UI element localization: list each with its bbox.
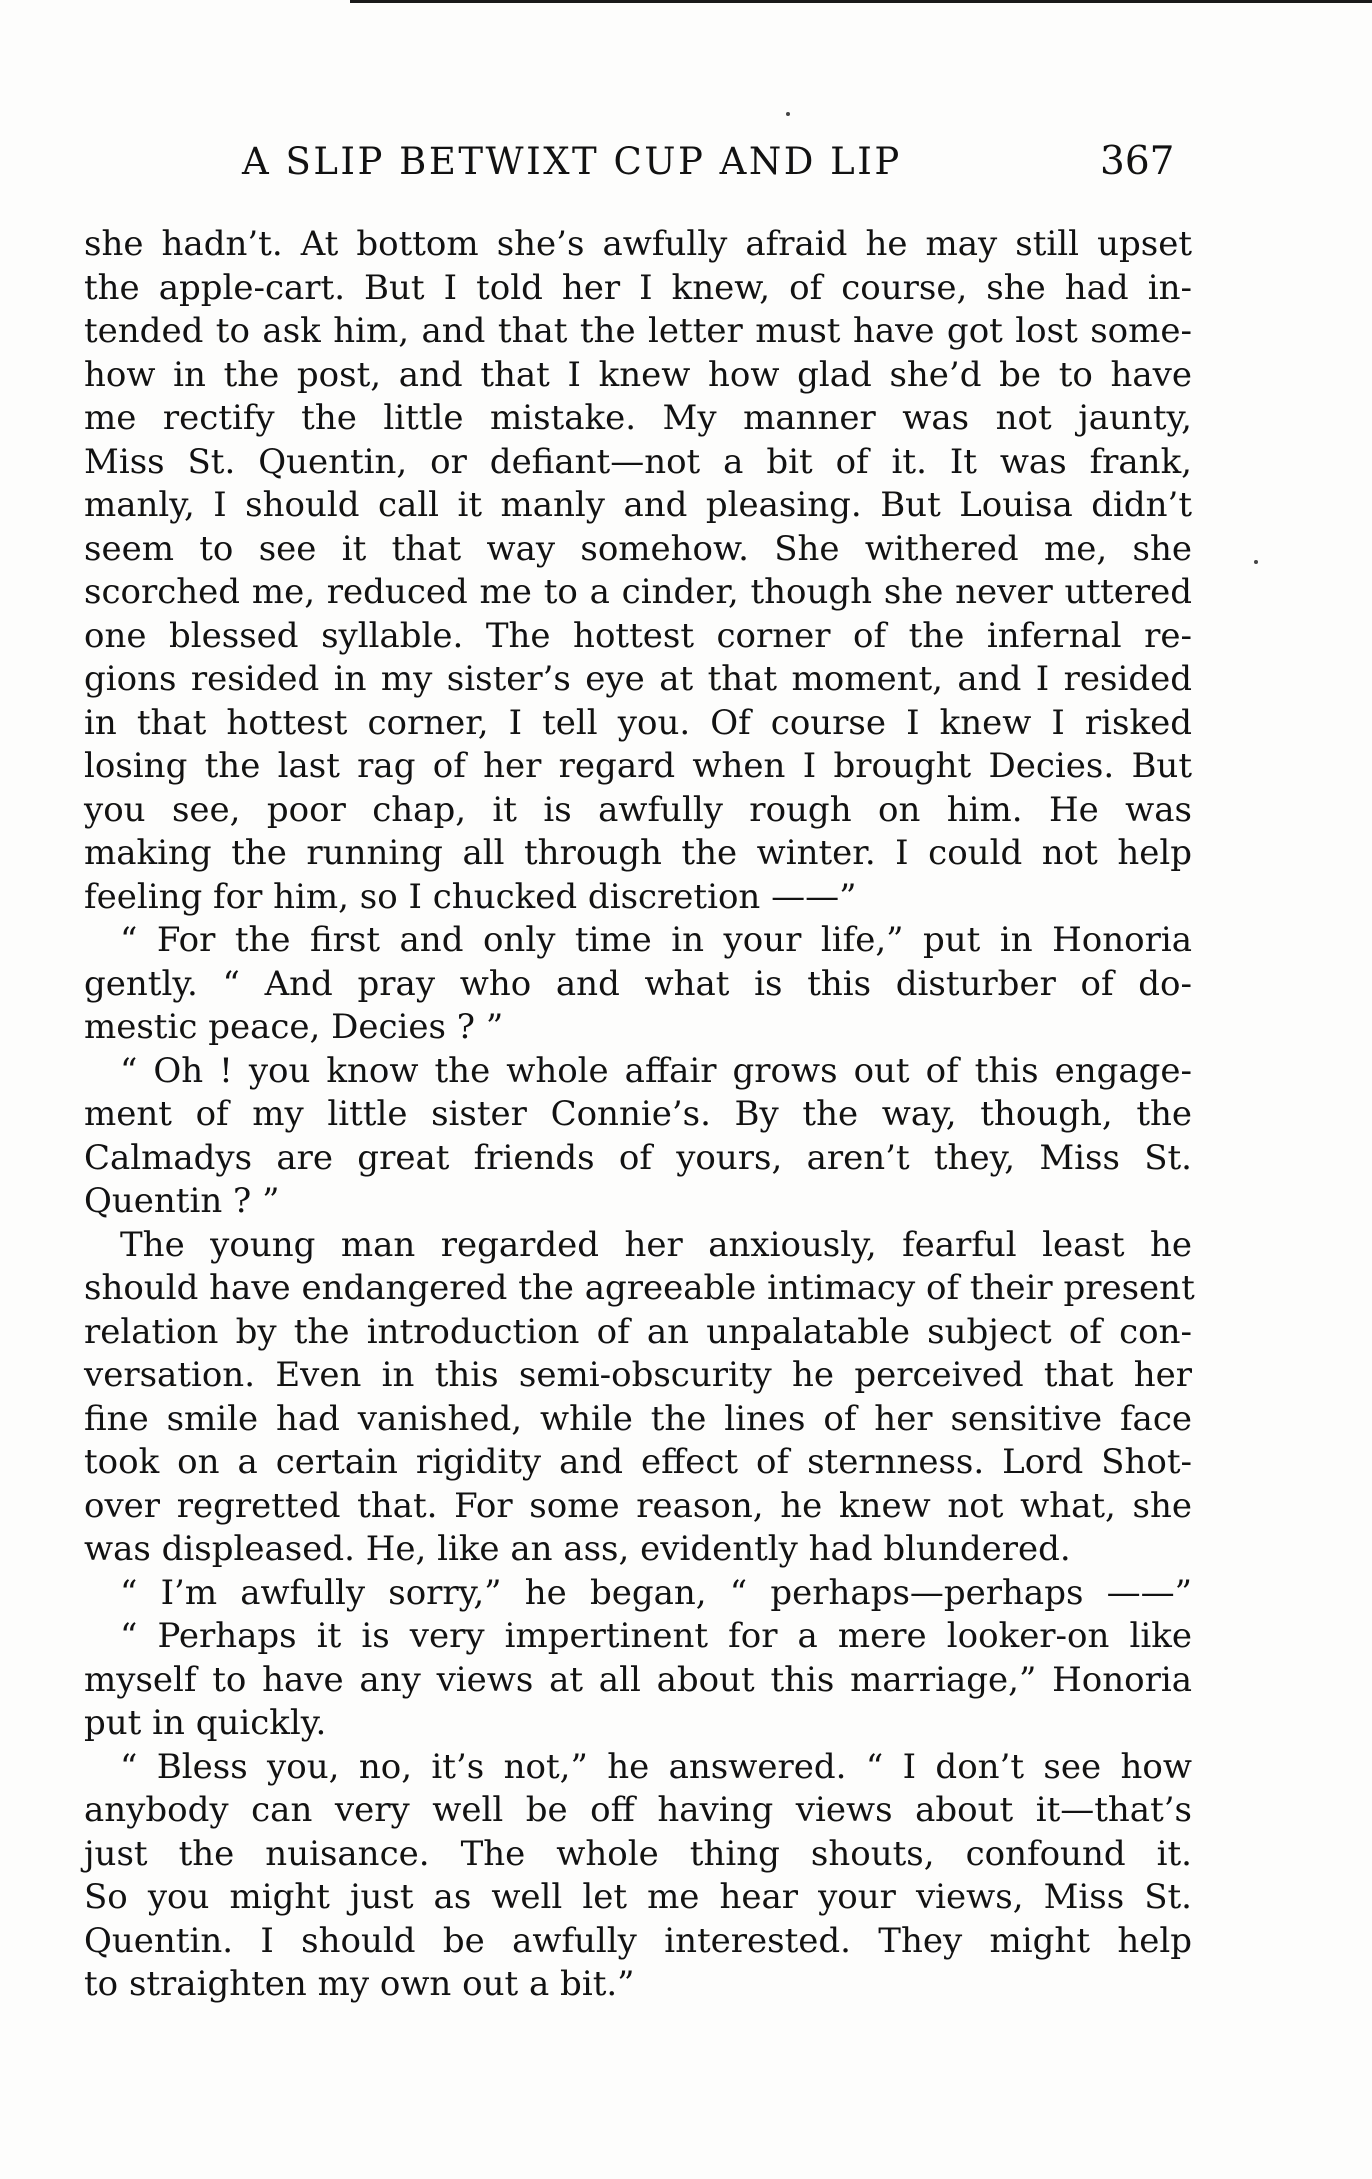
text-line: manly, I should call it manly and pleasing. But Louisa didn’t bbox=[84, 485, 1192, 525]
text-line: seem to see it that way somehow. She withered me, she bbox=[84, 528, 1192, 569]
text-line: gently. “ And pray who and what is this disturber of do- bbox=[84, 963, 1192, 1004]
text-line: Calmadys are great friends of yours, aren’t they, Miss St. bbox=[84, 1137, 1192, 1178]
text-line: took on a certain rigidity and effect of sternness. Lord Shot- bbox=[84, 1442, 1192, 1482]
text-line: “ Bless you, no, it’s not,” he answered. “ I don’t see how bbox=[120, 1746, 1192, 1787]
page-number: 367 bbox=[1100, 139, 1175, 184]
text-line: relation by the introduction of an unpalatable subject of con- bbox=[84, 1311, 1192, 1352]
text-line: the apple-cart. But I told her I knew, of course, she had in- bbox=[84, 267, 1192, 308]
ink-speck bbox=[1254, 560, 1258, 564]
text-line: over regretted that. For some reason, he knew not what, she bbox=[84, 1485, 1192, 1526]
text-line: anybody can very well be off having views about it—that’s bbox=[84, 1790, 1192, 1830]
text-line: to straighten my own out a bit.” bbox=[84, 1964, 635, 2004]
text-line: “ Perhaps it is very impertinent for a mere looker-on like bbox=[120, 1616, 1192, 1656]
text-line: scorched me, reduced me to a cinder, though she never uttered bbox=[84, 572, 1192, 612]
text-line: ment of my little sister Connie’s. By the way, though, the bbox=[84, 1094, 1192, 1134]
text-line: how in the post, and that I knew how glad she’d be to have bbox=[84, 354, 1192, 395]
text-line: you see, poor chap, it is awfully rough on him. He was bbox=[84, 789, 1192, 830]
text-line: gions resided in my sister’s eye at that moment, and I resided bbox=[84, 659, 1192, 699]
text-line: put in quickly. bbox=[84, 1703, 327, 1743]
text-line: “ For the first and only time in your life,” put in Honoria bbox=[120, 920, 1192, 960]
text-line: just the nuisance. The whole thing shouts, confound it. bbox=[84, 1833, 1192, 1874]
text-line: feeling for him, so I chucked discretion ——” bbox=[84, 876, 857, 917]
text-line: was displeased. He, like an ass, evidently had blundered. bbox=[84, 1529, 1071, 1569]
text-line: should have endangered the agreeable intimacy of their present bbox=[84, 1268, 1195, 1308]
ink-speck bbox=[786, 112, 790, 116]
text-line: The young man regarded her anxiously, fearful least he bbox=[120, 1224, 1192, 1265]
text-line: losing the last rag of her regard when I brought Decies. But bbox=[84, 746, 1192, 786]
running-head bbox=[0, 132, 1372, 192]
text-line: in that hottest corner, I tell you. Of course I knew I risked bbox=[84, 702, 1192, 743]
top-edge-rule bbox=[350, 0, 1372, 3]
text-line: she hadn’t. At bottom she’s awfully afraid he may still upset bbox=[84, 224, 1192, 264]
text-line: Miss St. Quentin, or defiant—not a bit of it. It was frank, bbox=[84, 441, 1192, 482]
text-line: “ Oh ! you know the whole affair grows out of this engage- bbox=[120, 1050, 1192, 1091]
text-line: me rectify the little mistake. My manner was not jaunty, bbox=[84, 398, 1192, 438]
text-line: So you might just as well let me hear your views, Miss St. bbox=[84, 1877, 1192, 1917]
text-line: myself to have any views at all about this marriage,” Honoria bbox=[84, 1659, 1192, 1700]
text-line: making the running all through the winter. I could not help bbox=[84, 833, 1192, 873]
text-line: “ I’m awfully sorry,” he began, “ perhaps—perhaps ——” bbox=[120, 1572, 1192, 1613]
text-line: versation. Even in this semi-obscurity he perceived that her bbox=[84, 1355, 1192, 1395]
running-head-title: A SLIP BETWIXT CUP AND LIP bbox=[242, 140, 902, 183]
text-line: Quentin ? ” bbox=[84, 1181, 280, 1221]
text-line: one blessed syllable. The hottest corner of the infernal re- bbox=[84, 615, 1192, 656]
text-line: fine smile had vanished, while the lines of her sensitive face bbox=[84, 1398, 1192, 1439]
text-line: mestic peace, Decies ? ” bbox=[84, 1007, 504, 1047]
body-text bbox=[84, 223, 1195, 2007]
text-line: tended to ask him, and that the letter must have got lost some- bbox=[84, 311, 1192, 351]
text-line: Quentin. I should be awfully interested. They might help bbox=[84, 1920, 1192, 1961]
